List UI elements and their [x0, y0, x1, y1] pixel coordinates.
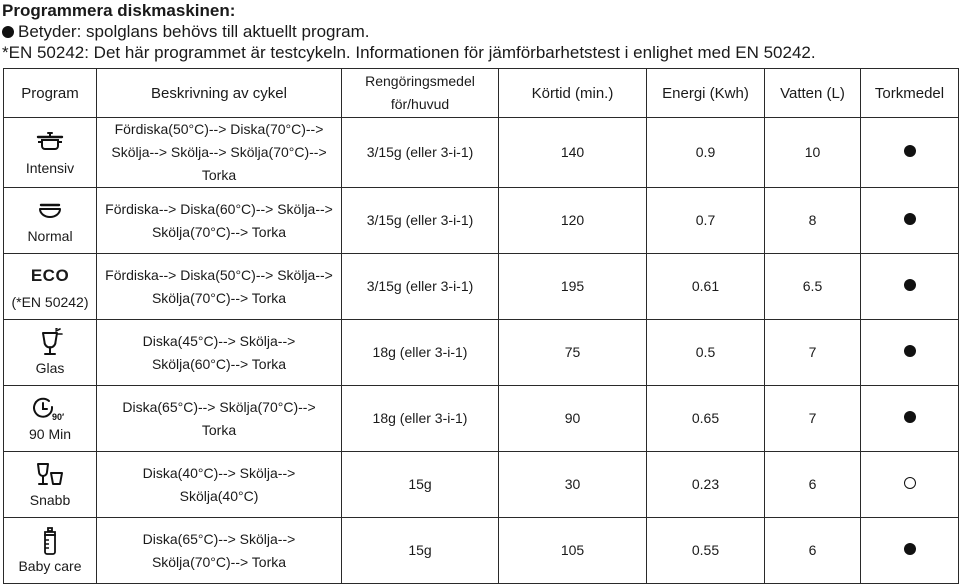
description-line: Diska(65°C)--> Skölja(70°C)--> — [122, 398, 316, 415]
header-water: Vatten (L) — [765, 69, 861, 118]
intensive-pot-icon — [8, 128, 92, 156]
drying-filled-dot-icon — [904, 145, 916, 157]
program-name: 90 Min — [28, 425, 72, 442]
program-cell — [4, 188, 97, 254]
drying-cell — [861, 118, 959, 188]
program-name: Intensiv — [25, 159, 75, 176]
description-line: Fördiska(50°C)--> Diska(70°C)--> — [114, 121, 324, 137]
detergent-cell: 15g — [342, 452, 499, 518]
water-cell: 8 — [765, 188, 861, 254]
drying-cell — [861, 188, 959, 254]
bullet-legend-text: Betyder: spolglans behövs till aktuellt program. — [18, 22, 370, 41]
intro — [2, 0, 958, 63]
page-title: Programmera diskmaskinen: — [2, 1, 236, 20]
drying-cell — [861, 452, 959, 518]
header-description: Beskrivning av cykel — [97, 69, 342, 118]
bullet-dot-icon — [2, 26, 14, 38]
drying-cell — [861, 386, 959, 452]
description-line: Skölja--> Skölja--> Skölja(70°C)--> — [111, 144, 327, 160]
drying-cell — [861, 518, 959, 584]
baby-bottle-icon — [8, 526, 92, 554]
program-cell — [4, 320, 97, 386]
description-cell — [97, 188, 342, 254]
description-line: Torka — [201, 167, 237, 183]
detergent-cell: 3/15g (eller 3-i-1) — [342, 188, 499, 254]
clock-90-icon — [8, 394, 92, 422]
table-row — [4, 518, 959, 584]
program-cell — [4, 518, 97, 584]
water-cell: 7 — [765, 320, 861, 386]
energy-cell: 0.7 — [647, 188, 765, 254]
drying-empty-dot-icon — [904, 477, 916, 489]
drying-filled-dot-icon — [904, 213, 916, 225]
description-line: Fördiska--> Diska(50°C)--> Skölja--> — [105, 266, 333, 283]
description-line: Torka — [201, 421, 237, 438]
description-cell — [97, 254, 342, 320]
description-line: Skölja(70°C)--> Torka — [151, 223, 287, 240]
en50242-note: *EN 50242: Det här programmet är testcykeln. Informationen för jämförbarhetstest i enlighet med EN 50242. — [2, 43, 816, 62]
program-name: Baby care — [18, 557, 82, 574]
drying-filled-dot-icon — [904, 411, 916, 423]
bullet-legend — [2, 21, 958, 42]
drying-filled-dot-icon — [904, 345, 916, 357]
drying-cell — [861, 254, 959, 320]
program-table — [3, 68, 959, 584]
description-cell — [97, 452, 342, 518]
program-cell — [4, 118, 97, 188]
header-detergent: Rengöringsmedel för/huvud — [342, 69, 499, 118]
description-line: Diska(40°C)--> Skölja--> — [142, 464, 296, 481]
table-row — [4, 320, 959, 386]
header-runtime: Körtid (min.) — [499, 69, 647, 118]
water-cell: 6 — [765, 452, 861, 518]
water-cell: 6.5 — [765, 254, 861, 320]
description-line: Skölja(70°C)--> Torka — [151, 553, 287, 570]
description-line: Diska(65°C)--> Skölja--> — [142, 530, 296, 547]
program-name: Glas — [35, 359, 65, 376]
description-cell — [97, 518, 342, 584]
program-cell — [4, 254, 97, 320]
runtime-cell: 90 — [499, 386, 647, 452]
description-line: Skölja(40°C) — [179, 487, 259, 504]
detergent-cell: 15g — [342, 518, 499, 584]
water-cell: 10 — [765, 118, 861, 188]
water-cell: 6 — [765, 518, 861, 584]
description-line: Skölja(60°C)--> Torka — [151, 355, 287, 372]
drying-filled-dot-icon — [904, 543, 916, 555]
header-energy: Energi (Kwh) — [647, 69, 765, 118]
normal-bowl-icon — [8, 196, 92, 224]
description-cell — [97, 118, 342, 188]
energy-cell: 0.5 — [647, 320, 765, 386]
description-line: Fördiska--> Diska(60°C)--> Skölja--> — [105, 200, 333, 217]
runtime-cell: 30 — [499, 452, 647, 518]
energy-cell: 0.61 — [647, 254, 765, 320]
drying-filled-dot-icon — [904, 279, 916, 291]
description-cell — [97, 386, 342, 452]
program-cell — [4, 452, 97, 518]
quick-wine-cup-icon — [8, 460, 92, 488]
table-row — [4, 254, 959, 320]
table-row — [4, 452, 959, 518]
table-header-row — [4, 69, 959, 118]
energy-cell: 0.55 — [647, 518, 765, 584]
table-row — [4, 386, 959, 452]
glass-icon — [8, 328, 92, 356]
detergent-cell: 18g (eller 3-i-1) — [342, 320, 499, 386]
runtime-cell: 120 — [499, 188, 647, 254]
energy-cell: 0.65 — [647, 386, 765, 452]
program-cell — [4, 386, 97, 452]
water-cell: 7 — [765, 386, 861, 452]
table-row — [4, 118, 959, 188]
svg-text:90′: 90′ — [52, 411, 65, 422]
description-line: Skölja(70°C)--> Torka — [151, 289, 287, 306]
detergent-cell: 18g (eller 3-i-1) — [342, 386, 499, 452]
drying-cell — [861, 320, 959, 386]
runtime-cell: 75 — [499, 320, 647, 386]
runtime-cell: 105 — [499, 518, 647, 584]
program-name: (*EN 50242) — [11, 293, 89, 310]
detergent-cell: 3/15g (eller 3-i-1) — [342, 118, 499, 188]
eco-icon: ECO — [30, 265, 70, 285]
energy-cell: 0.23 — [647, 452, 765, 518]
runtime-cell: 195 — [499, 254, 647, 320]
description-cell — [97, 320, 342, 386]
program-name: Normal — [27, 227, 73, 244]
description-line: Diska(45°C)--> Skölja--> — [142, 332, 296, 349]
header-program: Program — [4, 69, 97, 118]
runtime-cell: 140 — [499, 118, 647, 188]
program-name: Snabb — [29, 491, 71, 508]
detergent-cell: 3/15g (eller 3-i-1) — [342, 254, 499, 320]
energy-cell: 0.9 — [647, 118, 765, 188]
header-drying: Torkmedel — [861, 69, 959, 118]
table-row — [4, 188, 959, 254]
